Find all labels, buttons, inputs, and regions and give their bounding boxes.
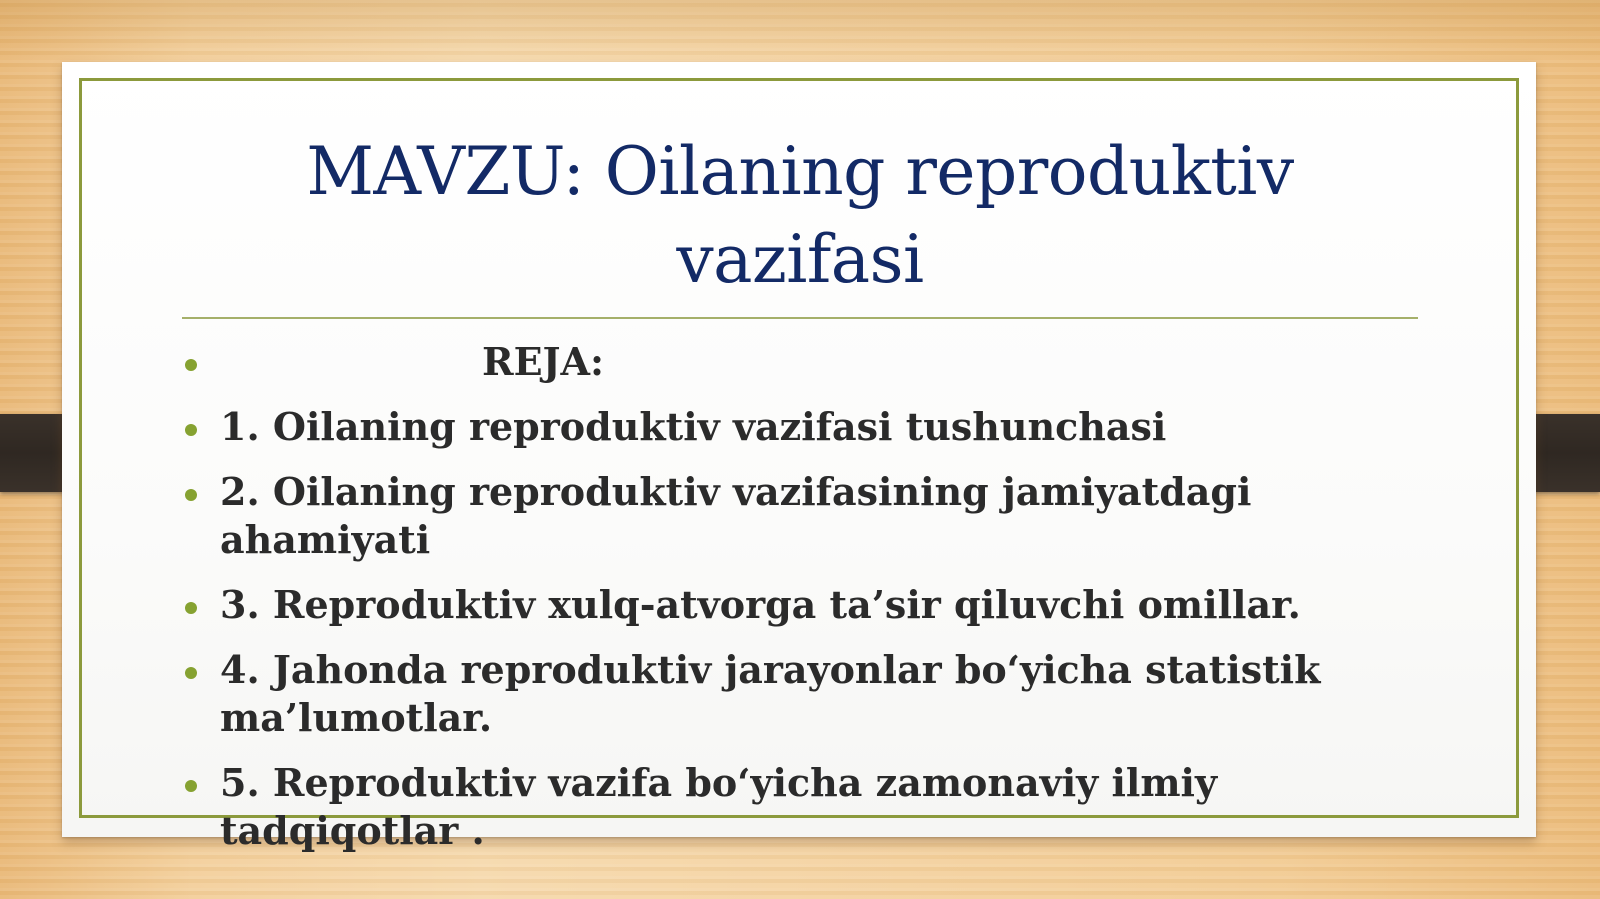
plan-item [182,759,1422,855]
bullet-icon [185,359,197,371]
plan-item [182,646,1422,742]
title-divider [182,317,1418,319]
plan-item-text: 4. Jahonda reproduktiv jarayonlar bo‘yicha statistik ma’lumotlar. [220,647,1321,740]
bullet-icon [185,489,197,501]
plan-item [182,403,1422,451]
slide-title: MAVZU: Oilaning reproduktiv vazifasi [306,133,1294,298]
bullet-icon [185,667,197,679]
bullet-icon [185,424,197,436]
plan-item [182,468,1422,564]
plan-item-text: 3. Reproduktiv xulq-atvorga ta’sir qiluvchi omillar. [220,582,1301,627]
plan-item-text: 1. Oilaning reproduktiv vazifasi tushunchasi [220,404,1167,449]
plan-item [182,581,1422,629]
bullet-icon [185,780,197,792]
plan-heading-item [182,338,1422,386]
plan-heading: REJA: [482,339,605,384]
wood-background [0,0,1600,60]
plan-item-text: 2. Oilaning reproduktiv vazifasining jamiyatdagi ahamiyati [220,469,1252,562]
plan-item-text: 5. Reproduktiv vazifa bo‘yicha zamonaviy ilmiy tadqiqotlar . [220,760,1218,853]
plan-list [182,338,1422,872]
bullet-icon [185,602,197,614]
